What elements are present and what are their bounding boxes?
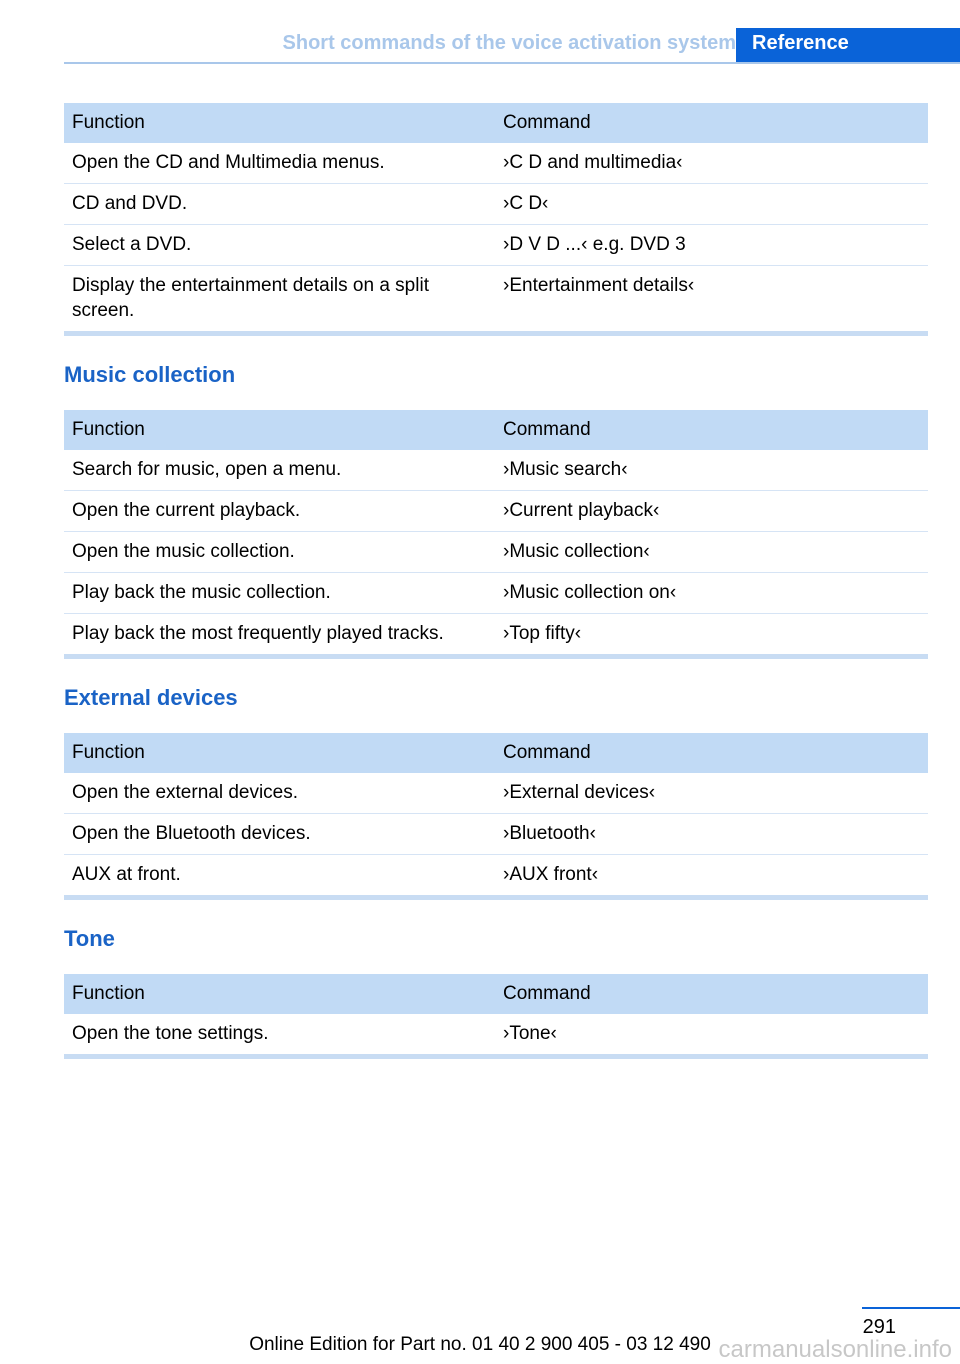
table-row: [64, 573, 928, 614]
function-cell: CD and DVD.: [72, 193, 188, 214]
table-row: [64, 225, 928, 266]
column-header-function: Function: [72, 419, 145, 440]
table-row: [64, 450, 928, 491]
table-row: [64, 266, 928, 334]
command-cell: ›Music collection on‹: [503, 582, 677, 603]
function-cell: Display the entertainment details on a split screen.: [72, 275, 429, 321]
section-title: Tone: [64, 926, 115, 951]
command-cell: ›AUX front‹: [503, 864, 599, 885]
command-cell: ›Tone‹: [503, 1023, 557, 1044]
table-row: [64, 143, 928, 184]
table-row: [64, 614, 928, 657]
function-cell: Select a DVD.: [72, 234, 192, 255]
command-cell: ›C D‹: [503, 193, 549, 214]
table-header-row: [64, 733, 928, 773]
function-cell: Play back the most frequently played tracks.: [72, 623, 444, 644]
table-header-row: [64, 103, 928, 143]
command-cell: ›External devices‹: [503, 782, 656, 803]
command-table: [64, 974, 928, 1059]
function-cell: Open the tone settings.: [72, 1023, 269, 1044]
column-header-command: Command: [503, 742, 591, 763]
header-reference-tab: Reference: [736, 28, 960, 62]
section-title: Music collection: [64, 362, 236, 387]
function-cell: Open the CD and Multimedia menus.: [72, 152, 385, 173]
section-title: External devices: [64, 685, 238, 710]
table-header-row: [64, 974, 928, 1014]
command-cell: ›Bluetooth‹: [503, 823, 596, 844]
function-cell: Open the Bluetooth devices.: [72, 823, 311, 844]
table-row: [64, 491, 928, 532]
header-section-title: Short commands of the voice activation system: [282, 32, 736, 54]
table-row: [64, 773, 928, 814]
page-header: [64, 28, 960, 64]
command-table: [64, 733, 928, 900]
command-cell: ›Music collection‹: [503, 541, 650, 562]
command-table: [64, 410, 928, 659]
command-cell: ›Music search‹: [503, 459, 628, 480]
page-content: [64, 103, 928, 1059]
table-row: [64, 855, 928, 898]
command-cell: ›Top fifty‹: [503, 623, 582, 644]
table-row: [64, 814, 928, 855]
function-cell: Open the external devices.: [72, 782, 299, 803]
command-cell: ›Entertainment details‹: [503, 275, 695, 296]
function-cell: Open the current playback.: [72, 500, 301, 521]
column-header-command: Command: [503, 419, 591, 440]
table-row: [64, 184, 928, 225]
column-header-function: Function: [72, 742, 145, 763]
function-cell: Open the music collection.: [72, 541, 295, 562]
function-cell: Search for music, open a menu.: [72, 459, 342, 480]
footer-rule: [862, 1307, 960, 1309]
command-cell: ›D V D ...‹ e.g. DVD 3: [503, 234, 686, 255]
edition-footer: Online Edition for Part no. 01 40 2 900 405 - 03 12 490: [249, 1334, 711, 1355]
table-row: [64, 532, 928, 573]
command-cell: ›C D and multimedia‹: [503, 152, 683, 173]
table-row: [64, 1014, 928, 1057]
column-header-command: Command: [503, 112, 591, 133]
command-table: [64, 103, 928, 336]
column-header-function: Function: [72, 112, 145, 133]
column-header-command: Command: [503, 983, 591, 1004]
column-header-function: Function: [72, 983, 145, 1004]
function-cell: AUX at front.: [72, 864, 181, 885]
watermark: carmanualsonline.info: [718, 1336, 952, 1363]
function-cell: Play back the music collection.: [72, 582, 331, 603]
command-cell: ›Current playback‹: [503, 500, 660, 521]
table-header-row: [64, 410, 928, 450]
page-number: 291: [862, 1316, 896, 1338]
